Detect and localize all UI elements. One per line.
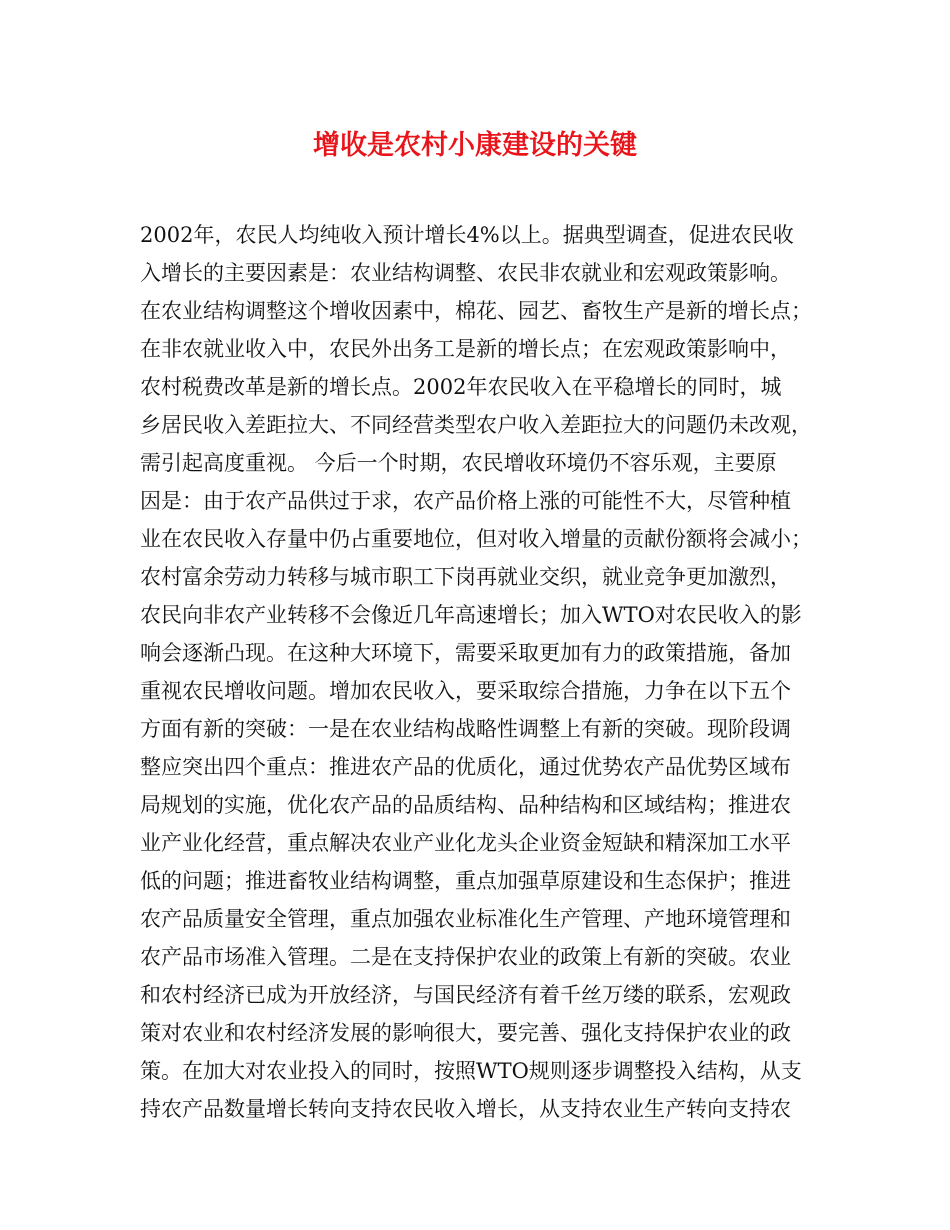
body-line: 农产品市场准入管理。二是在支持保护农业的政策上有新的突破。农业 — [140, 945, 791, 969]
body-line: 策对农业和农村经济发展的影响很大，要完善、强化支持保护农业的政 — [140, 1021, 791, 1045]
body-line: 在非农就业收入中，农民外出务工是新的增长点；在宏观政策影响中， — [140, 337, 791, 361]
body-line: 业在农民收入存量中仍占重要地位，但对收入增量的贡献份额将会减小； — [140, 527, 812, 551]
body-line: 需引起高度重视。 今后一个时期，农民增收环境仍不容乐观，主要原 — [140, 451, 777, 475]
body-line: 低的问题；推进畜牧业结构调整，重点加强草原建设和生态保护；推进 — [140, 869, 791, 893]
body-line: 因是：由于农产品供过于求，农产品价格上涨的可能性不大，尽管种植 — [140, 489, 791, 513]
body-line: 在农业结构调整这个增收因素中，棉花、园艺、畜牧生产是新的增长点； — [140, 299, 812, 323]
body-line: 业产业化经营，重点解决农业产业化龙头企业资金短缺和精深加工水平 — [140, 831, 791, 855]
body-line: 农村富余劳动力转移与城市职工下岗再就业交织，就业竞争更加激烈， — [140, 565, 791, 589]
body-line: 入增长的主要因素是：农业结构调整、农民非农就业和宏观政策影响。 — [140, 261, 791, 285]
body-line: 农村税费改革是新的增长点。2002年农民收入在平稳增长的同时，城 — [140, 375, 782, 399]
document-title: 增收是农村小康建设的关键 — [313, 130, 637, 161]
body-line: 重视农民增收问题。增加农民收入，要采取综合措施，力争在以下五个 — [140, 679, 791, 703]
body-line: 响会逐渐凸现。在这种大环境下，需要采取更加有力的政策措施，备加 — [140, 641, 791, 665]
body-line: 乡居民收入差距拉大、不同经营类型农户收入差距拉大的问题仍未改观， — [140, 413, 812, 437]
body-line: 整应突出四个重点：推进农产品的优质化，通过优势农产品优势区域布 — [140, 755, 791, 779]
body-line: 局规划的实施，优化农产品的品质结构、品种结构和区域结构；推进农 — [140, 793, 791, 817]
document-body — [140, 216, 830, 1128]
body-line: 农民向非农产业转移不会像近几年高速增长；加入WTO对农民收入的影 — [140, 603, 802, 627]
body-line: 和农村经济已成为开放经济，与国民经济有着千丝万缕的联系，宏观政 — [140, 983, 791, 1007]
body-line: 2002年，农民人均纯收入预计增长4%以上。据典型调查，促进农民收 — [140, 223, 794, 247]
body-line: 持农产品数量增长转向支持农民收入增长，从支持农业生产转向支持农 — [140, 1097, 791, 1121]
body-line: 农产品质量安全管理，重点加强农业标准化生产管理、产地环境管理和 — [140, 907, 791, 931]
body-line: 方面有新的突破：一是在农业结构战略性调整上有新的突破。现阶段调 — [140, 717, 791, 741]
body-line: 策。在加大对农业投入的同时，按照WTO规则逐步调整投入结构，从支 — [140, 1059, 802, 1083]
